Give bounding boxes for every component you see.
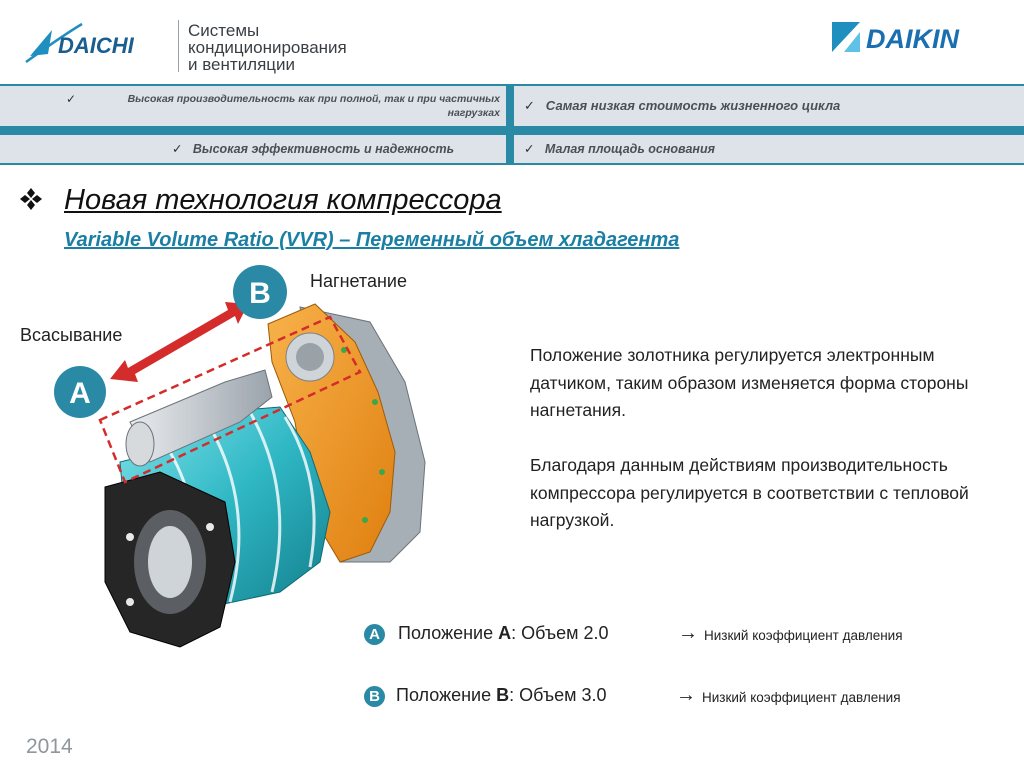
footer-year: 2014	[26, 735, 73, 758]
check-icon: ✓	[172, 142, 183, 156]
description-paragraph-2: Благодаря данным действиям производительность компрессора регулируется в соответствии с тепловой нагрузкой.	[530, 455, 969, 530]
tagline-line-2: кондиционирования	[188, 38, 347, 57]
position-b-text	[396, 685, 607, 706]
description-paragraph-1: Положение золотника регулируется электронным датчиком, таким образом изменяется форма стороны нагнетания.	[530, 345, 969, 420]
position-b-result: Низкий коэффициент давления	[702, 690, 901, 705]
benefit-item-lifecycle-cost	[524, 98, 840, 114]
tagline-line-1: Системы	[188, 21, 260, 40]
check-icon: ✓	[524, 98, 535, 113]
benefit-label: Высокая производительность как при полной, так и при частичных нагрузках	[127, 93, 500, 119]
position-a-text	[398, 623, 609, 644]
compressor-diagram	[10, 262, 470, 662]
position-b-badge: B	[364, 686, 385, 707]
section-subtitle: Variable Volume Ratio (VVR) – Переменный объем хладагента	[64, 229, 680, 251]
daikin-logo	[830, 18, 1000, 56]
position-a-result: Низкий коэффициент давления	[704, 628, 903, 643]
arrow-right-icon: →	[678, 622, 698, 644]
benefit-label: Высокая эффективность и надежность	[192, 142, 455, 156]
position-letter: A	[498, 623, 512, 643]
position-prefix: Положение	[396, 685, 497, 705]
check-icon: ✓	[66, 92, 77, 106]
benefit-label: Самая низкая стоимость жизненного цикла	[545, 98, 841, 113]
daichi-logo	[22, 16, 172, 76]
daikin-wordmark: DAIKIN	[866, 24, 959, 54]
position-volume: : Объем 3.0	[509, 685, 607, 705]
header-divider	[178, 20, 179, 72]
section-title: Новая технология компрессора	[64, 184, 502, 216]
benefit-item-efficiency	[172, 141, 454, 156]
benefit-label: Малая площадь основания	[544, 142, 715, 156]
arrow-right-icon: →	[676, 684, 696, 706]
position-prefix: Положение	[398, 623, 499, 643]
benefit-item-footprint	[524, 141, 715, 156]
diamond-bullet-icon	[18, 186, 44, 212]
badge-b-label: B	[249, 277, 271, 310]
tagline-line-3: и вентиляции	[188, 55, 296, 74]
daichi-wordmark: DAICHI	[58, 33, 134, 58]
label-suction: Всасывание	[20, 325, 123, 345]
benefit-item-performance	[60, 92, 500, 120]
company-tagline	[188, 22, 347, 73]
label-discharge: Нагнетание	[310, 271, 407, 291]
position-letter: B	[496, 685, 510, 705]
position-a-badge: A	[364, 624, 385, 645]
benefit-bar-divider	[506, 86, 514, 163]
check-icon: ✓	[524, 142, 535, 156]
badge-a-label: A	[69, 377, 91, 410]
stripe-bottom	[0, 163, 1024, 165]
position-volume: : Объем 2.0	[511, 623, 609, 643]
